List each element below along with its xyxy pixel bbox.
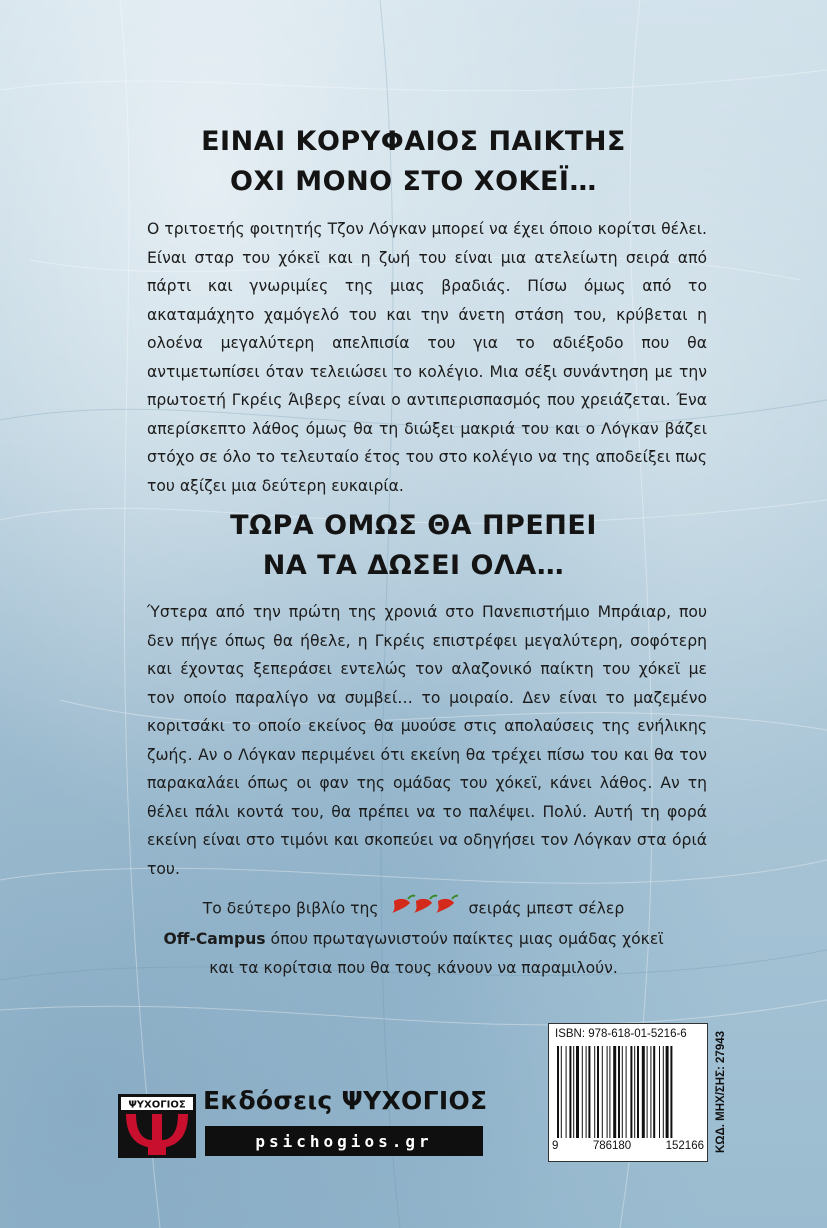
section1-heading <box>0 122 827 202</box>
barcode-bar <box>666 1046 669 1138</box>
isbn-barcode <box>548 1023 708 1162</box>
blurb-line2 <box>100 925 727 954</box>
barcode-bar <box>670 1046 672 1138</box>
barcode-bar <box>566 1046 567 1138</box>
barcode-digits-group1: 786180 <box>592 1140 632 1152</box>
barcode-bar <box>618 1046 620 1138</box>
barcode-bar <box>557 1046 559 1138</box>
barcode-digits <box>552 1140 704 1152</box>
barcode-bar <box>642 1046 645 1138</box>
barcode-bar <box>626 1046 627 1138</box>
barcode-bar <box>650 1046 651 1138</box>
barcode-bar <box>663 1046 664 1138</box>
barcode-bar <box>634 1046 635 1138</box>
publisher-name: Εκδόσεις ΨΥΧΟΓΙΟΣ <box>203 1086 488 1115</box>
barcode-bar <box>582 1046 583 1138</box>
isbn-label: ISBN: 978-618-01-5216-6 <box>555 1028 687 1040</box>
product-code-text: ΚΩΔ. ΜΗΧ/ΣΗΣ: 27943 <box>715 1030 727 1153</box>
barcode-bar <box>588 1046 590 1138</box>
barcode-bar <box>630 1046 632 1138</box>
barcode-bar <box>569 1046 571 1138</box>
barcode-bar <box>609 1046 610 1138</box>
barcode-bar <box>597 1046 599 1138</box>
blurb-line3: και τα κορίτσια που θα τους κάνουν να παραμιλούν. <box>209 959 618 977</box>
barcode-bar <box>586 1046 587 1138</box>
section2-heading-line1: ΤΩΡΑ ΟΜΩΣ ΘΑ ΠΡΕΠΕΙ <box>230 510 597 541</box>
series-blurb <box>100 893 727 983</box>
barcode-digit-first: 9 <box>552 1140 559 1152</box>
blurb-line1 <box>100 893 727 925</box>
barcode-bar <box>561 1046 562 1138</box>
barcode-bar <box>576 1046 579 1138</box>
series-name: Off-Campus <box>163 930 266 948</box>
barcode-bar <box>607 1046 608 1138</box>
section2-heading <box>0 506 827 586</box>
blurb-line2-after: όπου πρωταγωνιστούν παίκτες μιας ομάδας χόκεϊ <box>265 930 664 948</box>
barcode-bar <box>647 1046 648 1138</box>
blurb-line1-before: Το δεύτερο βιβλίο της <box>202 899 379 918</box>
section2-heading-line2: ΝΑ ΤΑ ΔΩΣΕΙ ΟΛΑ… <box>262 550 565 581</box>
barcode-bar <box>602 1046 603 1138</box>
barcode-bar <box>613 1046 616 1138</box>
blurb-line1-after: σειράς μπεστ σέλερ <box>468 899 625 918</box>
barcode-bar <box>653 1046 655 1138</box>
publisher-url[interactable]: psichogios.gr <box>205 1126 483 1156</box>
chili-pepper-icon <box>390 893 458 925</box>
publisher-logo <box>118 1094 196 1158</box>
barcode-bar <box>637 1046 639 1138</box>
section1-heading-line1: ΕΙΝΑΙ ΚΟΡΥΦΑΙΟΣ ΠΑΙΚΤΗΣ <box>201 126 626 157</box>
product-code <box>711 1023 731 1160</box>
barcode-bars <box>555 1046 701 1138</box>
barcode-bar <box>594 1046 595 1138</box>
section2-paragraph: Ύστερα από την πρώτη της χρονιά στο Πανεπιστήμιο Μπράιαρ, που δεν πήγε όπως θα ήθελε, η Γκρέις επιστρέφει μεγαλύτερη, σοφότερη και έχοντας ξεπεράσει εντελώς τον αλαζονικό παίκτη του χόκεϊ με τον οποίο παραλίγο να συμβεί… το μοιραίο. Δεν είναι το μαζεμένο κοριτσάκι το οποίο εκείνος θα μυούσε στις απολαύσεις της ενήλικης ζωής. Αν ο Λόγκαν περιμένει ότι εκείνη θα τρέχει πίσω του και θα τον παρακαλάει όπως οι φαν της ομάδας του χόκεϊ, κάνει λάθος. Αν τη θέλει πάλι κοντά του, θα πρέπει να το παλέψει. Πολύ. Αυτή τη φορά εκείνη είναι στο τιμόνι και σκοπεύει να οδηγήσει τον Λόγκαν στα όριά του. <box>147 603 707 878</box>
barcode-bar <box>659 1046 660 1138</box>
barcode-bar <box>622 1046 623 1138</box>
section1-paragraph: Ο τριτοετής φοιτητής Τζον Λόγκαν μπορεί να έχει όποιο κορίτσι θέλει. Είναι σταρ του χόκεϊ και η ζωή του είναι μια ατελείωτη σειρά από πάρτι και γνωριμίες της μιας βραδιάς. Πίσω όμως από το ακαταμάχητο χαμόγελό του και την άνετη στάση του, κρύβεται η ολοένα μεγαλύτερη απελπισία του για το αδιέξοδο που θα αντιμετωπίσει όταν τελειώσει το κολέγιο. Μια σέξι συνάντηση με την πρωτοετή Γκρέις Άιβερς είναι ο αντιπερισπασμός που χρειάζεται. Ένα απερίσκεπτο λάθος όμως θα τη διώξει μακριά του και ο Λόγκαν βάζει στόχο σε όλο το τελευταίο έτος του στο κολέγιο να της αποδείξει πως του αξίζει μια δεύτερη ευκαιρία. <box>147 220 707 495</box>
publisher-logo-text: ΨΥΧΟΓΙΟΣ <box>128 1099 186 1111</box>
barcode-digits-group2: 152166 <box>665 1140 704 1152</box>
barcode-bar <box>573 1046 574 1138</box>
section1-heading-line2: ΟΧΙ ΜΟΝΟ ΣΤΟ ΧΟΚΕΪ… <box>230 166 597 197</box>
